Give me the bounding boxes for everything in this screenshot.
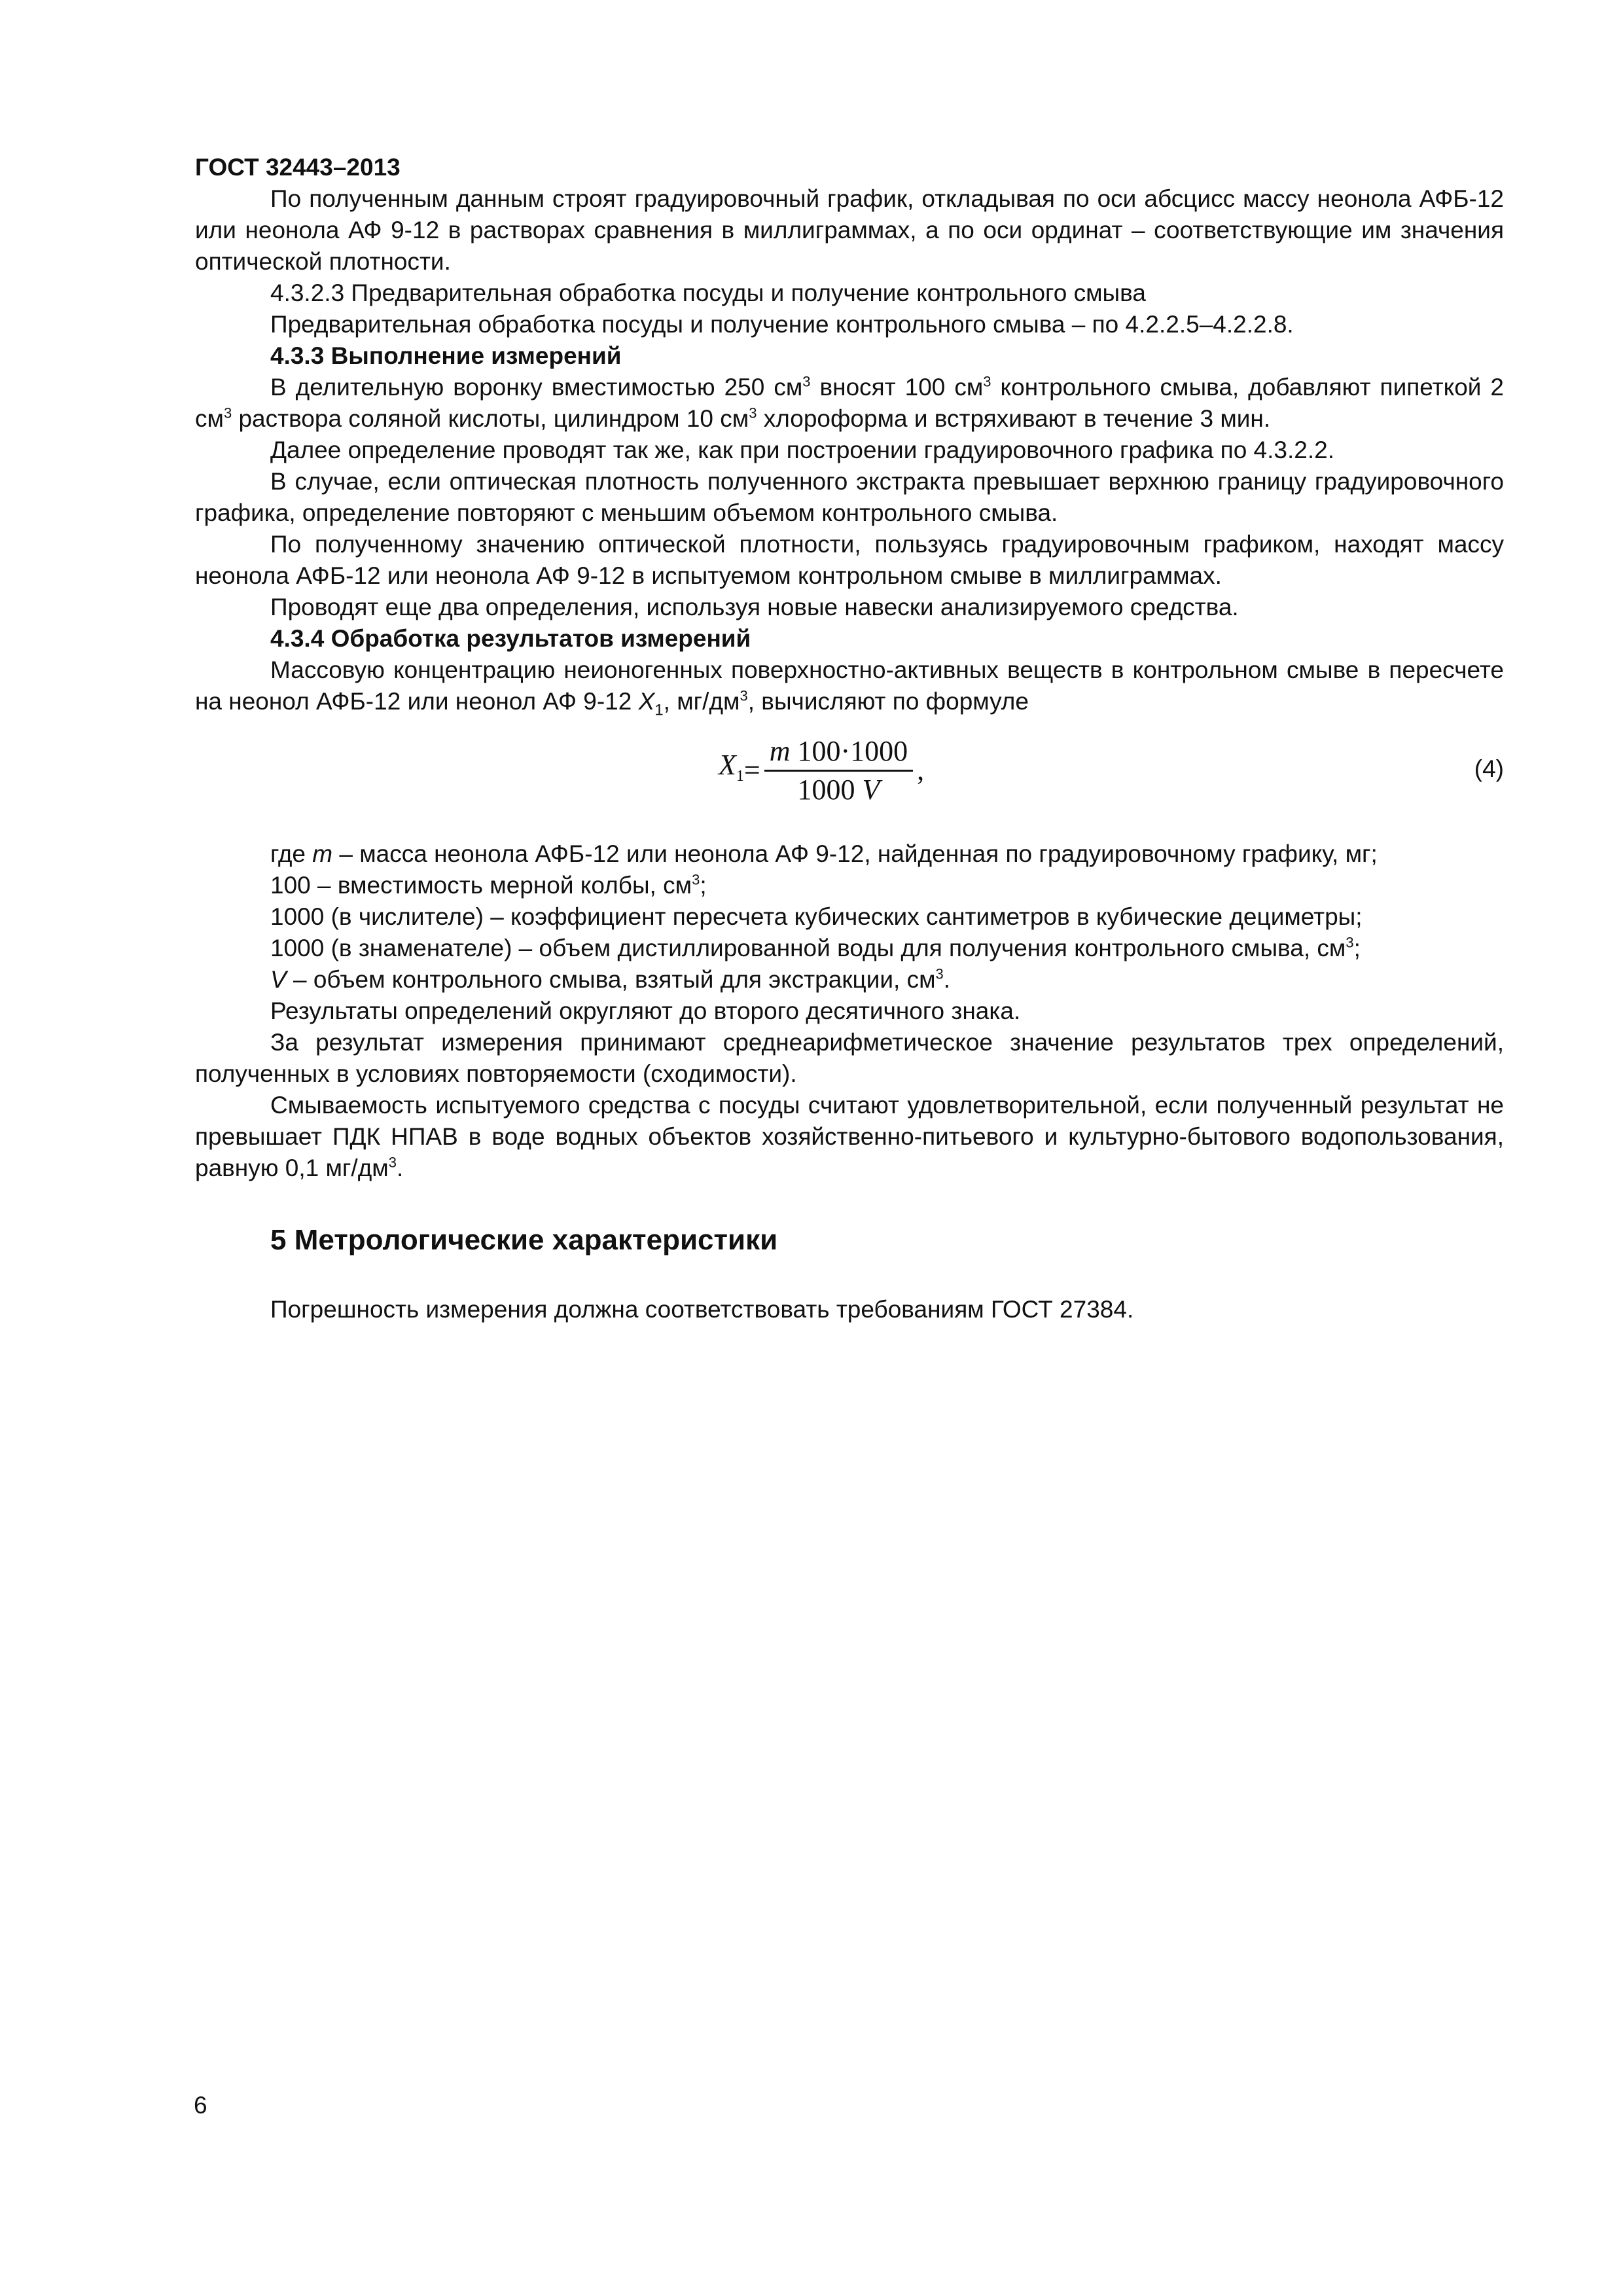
legend-1000-numerator: 1000 (в числителе) – коэффициент пересчета кубических сантиметров в кубические дециметры;	[270, 903, 1363, 931]
paragraph-find-mass: По полученному значению оптической плотности, пользуясь градуировочным графиком, находят массу неонола АФБ-12 или неонола АФ 9-12 в испытуемом контрольном смыве в миллиграммах.	[195, 531, 1504, 589]
legend-100: 100 – вместимость мерной колбы, $см^3$;	[270, 872, 707, 899]
formula-comma: ,	[917, 754, 925, 787]
paragraph-pretreatment: Предварительная обработка посуды и получение контрольного смыва – по 4.2.2.5–4.2.2.8.	[270, 311, 1294, 338]
paragraph-4-3-2-3: 4.3.2.3 Предварительная обработка посуды и получение контрольного смыва	[270, 279, 1146, 306]
legend-v: V – объем контрольного смыва, взятый для экстракции, $см^3$.	[270, 966, 951, 994]
legend-m: где m – масса неонола АФБ-12 или неонола АФ 9-12, найденная по градуировочному графику, мг;	[270, 840, 1378, 868]
paragraph-exceeds-limit: В случае, если оптическая плотность полученного экстракта превышает верхнюю границу градуировочного графика, определение повторяют с меньшим объемом контрольного смыва.	[195, 468, 1504, 526]
heading-4-3-4: 4.3.4 Обработка результатов измерений	[270, 625, 751, 652]
formula-fraction	[764, 736, 913, 806]
formula-row	[195, 728, 1504, 812]
paragraph-calibration-graph: По полученным данным строят градуировочный график, откладывая по оси абсцисс массу неонола АФБ-12 или неонола АФ 9-12 в растворах сравнения в миллиграммах, а по оси ординат – соответствующие им значения оптической плотности.	[195, 185, 1504, 275]
paragraph-two-more: Проводят еще два определения, используя новые навески анализируемого средства.	[270, 594, 1239, 620]
formula-legend	[195, 838, 1504, 996]
formula-equals: =	[743, 754, 760, 787]
paragraph-further-determination: Далее определение проводят так же, как при построении градуировочного графика по 4.3.2.2.	[270, 437, 1334, 463]
formula-4	[719, 728, 924, 812]
section-5-title: 5 Метрологические характеристики	[270, 1224, 778, 1257]
section-5-text: Погрешность измерения должна соответствовать требованиям ГОСТ 27384.	[270, 1296, 1134, 1323]
formula-number: (4)	[1474, 755, 1504, 783]
legend-1000-denominator: 1000 (в знаменателе) – объем дистиллированной воды для получения контрольного смыва, $см^3$;	[270, 935, 1361, 962]
formula-denominator: 1000 V	[797, 773, 880, 806]
heading-4-3-3: 4.3.3 Выполнение измерений	[270, 342, 622, 369]
formula-numerator: m 100·1000	[764, 736, 913, 772]
document-code: ГОСТ 32443–2013	[195, 154, 401, 181]
paragraph-washability: Смываемость испытуемого средства с посуды считают удовлетворительной, если полученный результат не превышает ПДК НПАВ в воде водных объектов хозяйственно-питьевого и культурно-бытового водопользования, равную 0,1 $мг/дм^3$.	[195, 1092, 1504, 1182]
paragraph-result-mean: За результат измерения принимают среднеарифметическое значение результатов трех определений, полученных в условиях повторяемости (сходимости).	[195, 1029, 1504, 1088]
paragraph-rounding: Результаты определений округляют до второго десятичного знака.	[270, 997, 1021, 1025]
page-number: 6	[194, 2092, 207, 2119]
paragraph-separating-funnel: В делительную воронку вместимостью 250 $см^3$ вносят 100 $см^3$ контрольного смыва, добавляют пипеткой 2 $см^3$ раствора соляной кислоты, цилиндром 10 $см^3$ хлороформа и встряхивают в течение 3 мин.	[195, 373, 1504, 432]
page-content	[195, 152, 1504, 1325]
formula-lhs: $X_1$	[719, 748, 744, 785]
paragraph-mass-concentration: Массовую концентрацию неионогенных поверхностно-активных веществ в контрольном смыве в пересчете на неонол АФБ-12 или неонол АФ 9-12 $X_1$, $мг/дм^3$, вычисляют по формуле	[195, 656, 1504, 719]
